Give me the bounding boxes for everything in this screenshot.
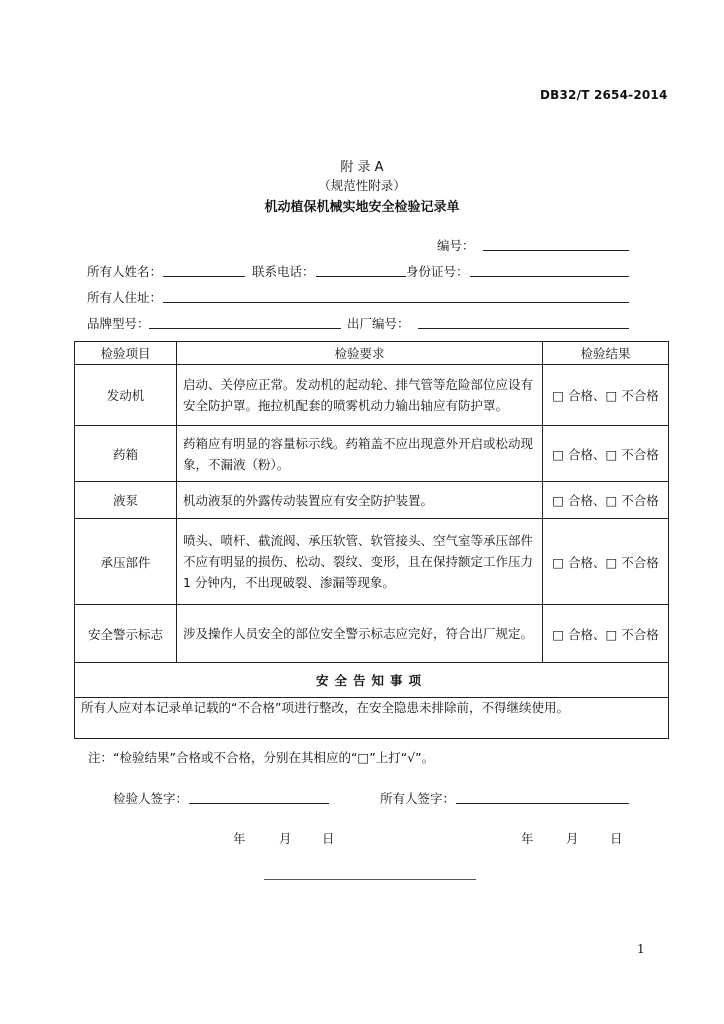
owner-name-field[interactable] bbox=[163, 276, 245, 277]
inspector-signature-label: 检验人签字： bbox=[113, 791, 189, 806]
factory-no-label: 出厂编号： bbox=[347, 316, 410, 331]
id-field[interactable] bbox=[470, 276, 629, 277]
appendix-title: 附 录 A bbox=[340, 160, 384, 175]
row-requirement: 药箱应有明显的容量标示线。药箱盖不应出现意外开启或松动现象，不漏液（粉）。 bbox=[177, 426, 543, 482]
row-requirement: 涉及操作人员安全的部位安全警示标志应完好，符合出厂规定。 bbox=[177, 605, 543, 663]
owner-signature-field[interactable] bbox=[456, 803, 629, 804]
end-divider bbox=[264, 879, 476, 880]
inspector-signature-field[interactable] bbox=[189, 803, 329, 804]
owner-date-year: 年 bbox=[521, 831, 534, 846]
inspector-date-year: 年 bbox=[233, 831, 246, 846]
page-number: 1 bbox=[637, 942, 645, 956]
row-item: 承压部件 bbox=[75, 519, 177, 605]
result-checkboxes[interactable]: □ 合格、□ 不合格 bbox=[543, 482, 669, 519]
brand-model-label: 品牌型号： bbox=[87, 316, 150, 331]
row-requirement: 启动、关停应正常。发动机的起动轮、排气管等危险部位应设有安全防护罩。拖拉机配套的喷雾机动力输出轴应有防护罩。 bbox=[177, 365, 543, 426]
owner-name-label: 所有人姓名： bbox=[87, 264, 163, 279]
footnote: 注：“检验结果”合格或不合格，分别在其相应的“□”上打“√”。 bbox=[88, 750, 435, 765]
row-requirement: 喷头、喷杆、截流阀、承压软管、软管接头、空气室等承压部件不应有明显的损伤、松动、裂纹、变形，且在保持额定工作压力 1 分钟内，不出现破裂、渗漏等现象。 bbox=[177, 519, 543, 605]
header-requirement: 检验要求 bbox=[177, 342, 543, 365]
result-checkboxes[interactable]: □ 合格、□ 不合格 bbox=[543, 605, 669, 663]
table-row bbox=[75, 365, 669, 426]
notice-title-row bbox=[75, 663, 669, 698]
number-field[interactable] bbox=[483, 250, 629, 251]
phone-label: 联系电话： bbox=[252, 264, 315, 279]
header-item: 检验项目 bbox=[75, 342, 177, 365]
owner-date-day: 日 bbox=[610, 831, 623, 846]
row-item: 安全警示标志 bbox=[75, 605, 177, 663]
row-item: 发动机 bbox=[75, 365, 177, 426]
notice-title: 安全告知事项 bbox=[75, 663, 669, 698]
result-checkboxes[interactable]: □ 合格、□ 不合格 bbox=[543, 519, 669, 605]
notice-body-row bbox=[75, 698, 669, 739]
owner-date-month: 月 bbox=[566, 831, 579, 846]
table-row bbox=[75, 605, 669, 663]
address-field[interactable] bbox=[163, 302, 629, 303]
row-item: 药箱 bbox=[75, 426, 177, 482]
factory-no-field[interactable] bbox=[418, 328, 629, 329]
appendix-type: （规范性附录） bbox=[318, 178, 406, 193]
number-label: 编号： bbox=[437, 238, 475, 253]
table-header-row bbox=[75, 342, 669, 365]
header-result: 检验结果 bbox=[543, 342, 669, 365]
address-label: 所有人住址： bbox=[87, 290, 163, 305]
notice-text: 所有人应对本记录单记载的“不合格”项进行整改，在安全隐患未排除前，不得继续使用。 bbox=[75, 698, 669, 739]
table-row bbox=[75, 519, 669, 605]
inspector-date-month: 月 bbox=[279, 831, 292, 846]
inspection-table bbox=[74, 341, 669, 739]
phone-field[interactable] bbox=[316, 276, 406, 277]
id-label: 身份证号： bbox=[406, 264, 469, 279]
table-row bbox=[75, 482, 669, 519]
inspector-date-day: 日 bbox=[322, 831, 335, 846]
result-checkboxes[interactable]: □ 合格、□ 不合格 bbox=[543, 365, 669, 426]
table-row bbox=[75, 426, 669, 482]
document-number: DB32/T 2654-2014 bbox=[540, 88, 668, 102]
brand-model-field[interactable] bbox=[149, 328, 341, 329]
owner-signature-label: 所有人签字： bbox=[380, 791, 456, 806]
result-checkboxes[interactable]: □ 合格、□ 不合格 bbox=[543, 426, 669, 482]
row-requirement: 机动液泵的外露传动装置应有安全防护装置。 bbox=[177, 482, 543, 519]
row-item: 液泵 bbox=[75, 482, 177, 519]
form-title: 机动植保机械实地安全检验记录单 bbox=[264, 200, 460, 215]
